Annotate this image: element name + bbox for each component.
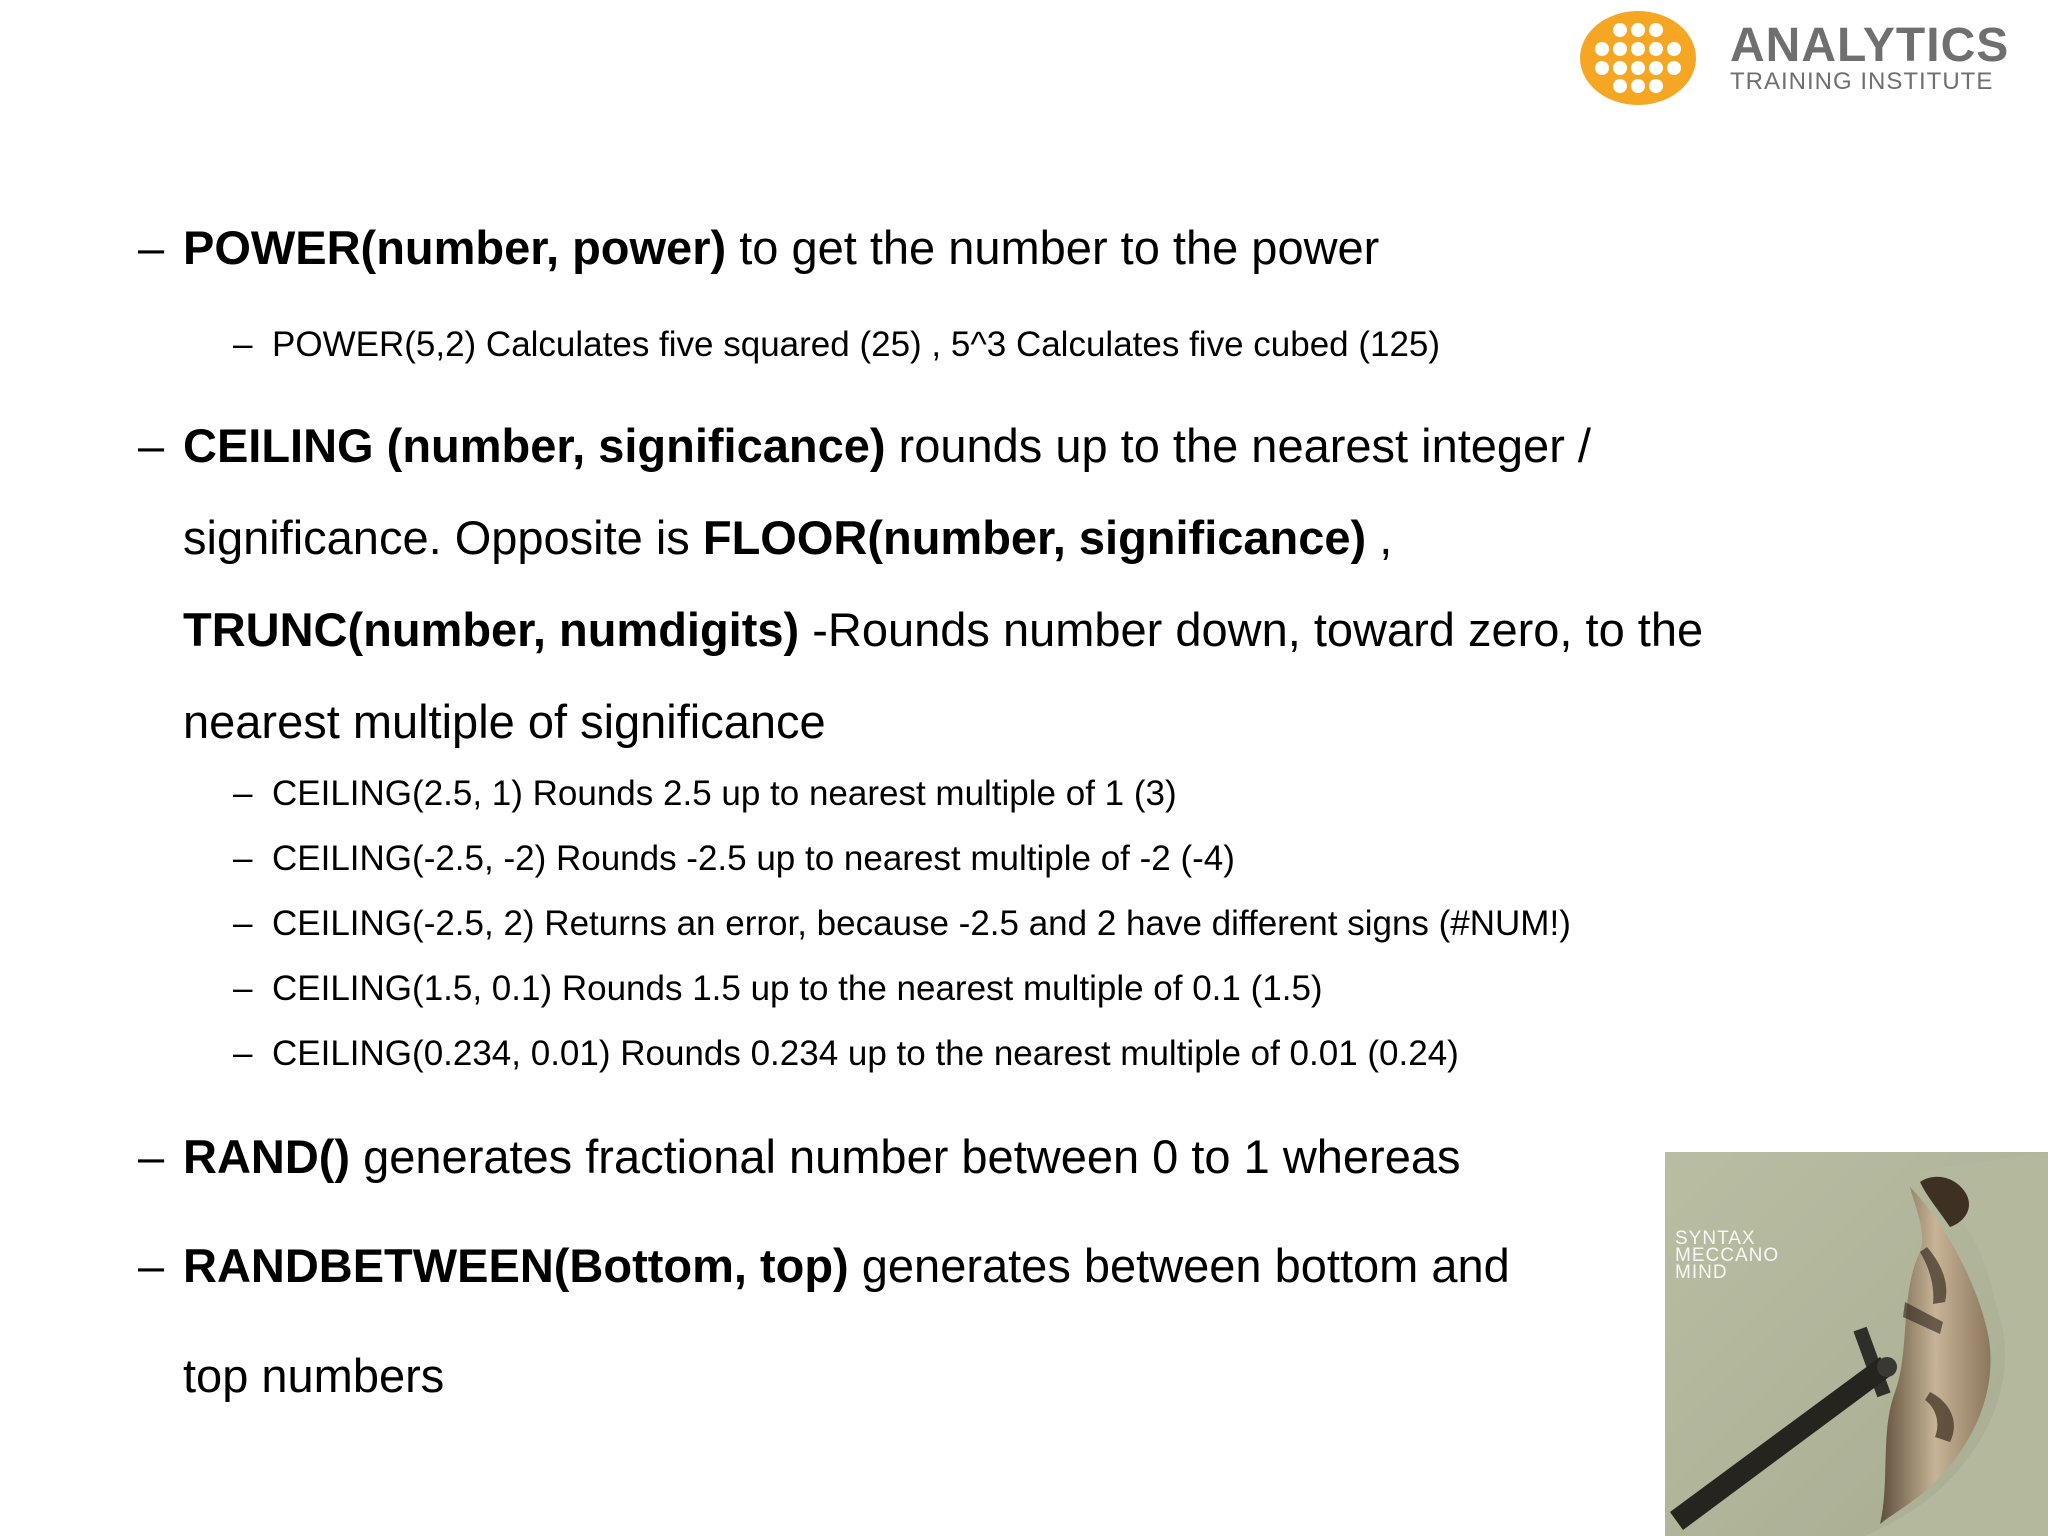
sub-bullet-text: CEILING(-2.5, -2) Rounds -2.5 up to nearest multiple of -2 (-4) — [272, 839, 1235, 878]
logo-name: ANALYTICS — [1730, 19, 2010, 72]
sub-bullet-text: CEILING(0.234, 0.01) Rounds 0.234 up to the nearest multiple of 0.01 (0.24) — [272, 1034, 1459, 1073]
sub-bullet-dash: – — [233, 969, 253, 1008]
sub-bullet-text: CEILING(1.5, 0.1) Rounds 1.5 up to the nearest multiple of 0.1 (1.5) — [272, 969, 1323, 1008]
sub-bullet-dash: – — [233, 839, 253, 878]
album-cover-art — [1665, 1152, 2048, 1536]
bullet-dash: – — [138, 1239, 165, 1292]
bullet-dash: – — [138, 1130, 165, 1183]
sub-bullet-text: CEILING(-2.5, 2) Returns an error, because -2.5 and 2 have different signs (#NUM!) — [272, 904, 1571, 943]
analytics-logo — [1578, 8, 2038, 108]
function-name-trunc: TRUNC(number, numdigits) — [183, 603, 800, 656]
function-name: POWER(number, power) — [183, 221, 727, 274]
sub-bullet-dash: – — [233, 774, 253, 813]
logo-subtitle: TRAINING INSTITUTE — [1730, 68, 1994, 95]
function-name: RAND() — [183, 1130, 351, 1183]
bullet-text: CEILING (number, significance) rounds up to the nearest integer / significance. Opposite is FLOOR(number, significance) , TRUNC(number, numdigits) -Rounds number down, toward zero, to the nearest multiple of significance — [183, 419, 1704, 748]
bullet-dash: – — [138, 221, 165, 274]
sub-bullet-dash: – — [233, 325, 253, 364]
sub-bullet-text: CEILING(2.5, 1) Rounds 2.5 up to nearest multiple of 1 (3) — [272, 774, 1177, 813]
bullet-text: RANDBETWEEN(Bottom, top) generates between bottom and top numbers — [183, 1239, 1510, 1402]
bullet-text: POWER(number, power) to get the number to the power — [183, 221, 1380, 274]
album-cover-image — [1665, 1152, 2048, 1536]
function-name-floor: FLOOR(number, significance) — [702, 511, 1367, 564]
bullet-text: RAND() generates fractional number between 0 to 1 whereas — [183, 1130, 1461, 1183]
album-caption: SYNTAX MECCANO MIND — [1675, 1228, 1780, 1283]
bullet-dash: – — [138, 419, 165, 472]
function-name: CEILING (number, significance) — [183, 419, 886, 472]
function-name: RANDBETWEEN(Bottom, top) — [183, 1239, 849, 1292]
sub-bullet-dash: – — [233, 1034, 253, 1073]
sub-bullet-text: POWER(5,2) Calculates five squared (25) , 5^3 Calculates five cubed (125) — [272, 325, 1441, 364]
logo-dots-icon — [1578, 8, 1698, 108]
sub-bullet-dash: – — [233, 904, 253, 943]
